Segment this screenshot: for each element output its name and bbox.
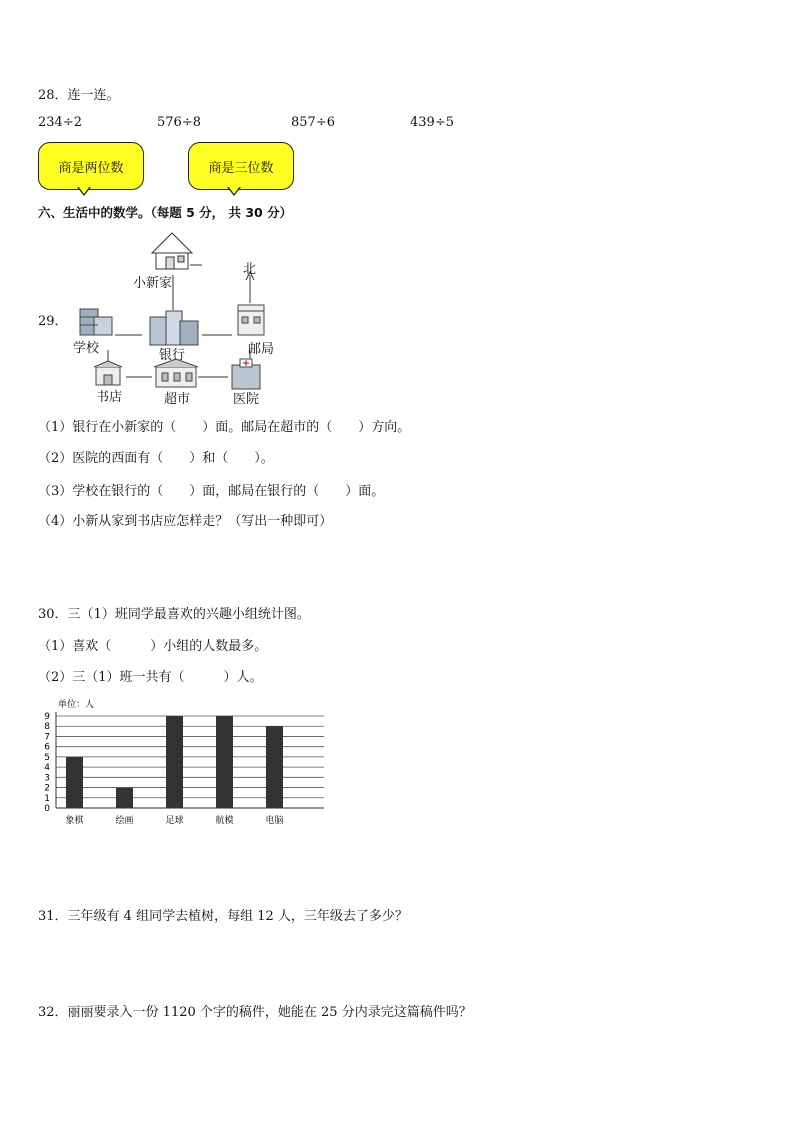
q28-expression-2: 576÷8 (157, 115, 201, 130)
callout-two-digit-label: 商是两位数 (58, 160, 124, 176)
bank-icon (150, 311, 198, 345)
chart-bar (216, 716, 233, 808)
section-title: 六、生活中的数学。（每题 5 分， 共 30 分） (38, 205, 293, 220)
q29-map (60, 225, 290, 405)
chart-y-tick-label: 0 (44, 804, 50, 814)
chart-y-tick-label: 8 (44, 722, 50, 733)
chart-y-tick-label: 2 (44, 783, 50, 794)
q29-item-4: （4）小新从家到书店应怎样走？（写出一种即可） (38, 514, 333, 529)
school-icon (80, 309, 112, 335)
chart-x-label: 象棋 (65, 816, 84, 826)
q29-number: 29． (38, 314, 68, 329)
q28-title: 28．连一连。 (38, 88, 120, 103)
map-label-home: 小新家 (133, 276, 173, 291)
chart-y-ticks (44, 712, 50, 814)
supermarket-icon (154, 359, 198, 387)
callout-two-digit (38, 142, 144, 190)
chart-bar (166, 716, 183, 808)
map-label-north: 北 (243, 262, 257, 277)
chart-bar (266, 726, 283, 808)
q32-text: 32．丽丽要录入一份 1120 个字的稿件，她能在 25 分内录完这篇稿件吗？ (38, 1005, 472, 1020)
chart-y-tick-label: 9 (44, 712, 50, 722)
map-label-bank: 银行 (159, 348, 186, 363)
chart-y-tick-label: 1 (44, 793, 50, 804)
q28-expression-3: 857÷6 (291, 115, 335, 130)
chart-x-label: 绘画 (115, 816, 134, 826)
map-label-post: 邮局 (248, 342, 275, 357)
q28-expression-4: 439÷5 (410, 115, 454, 130)
chart-y-tick-label: 3 (44, 773, 50, 784)
callout-tail (77, 187, 91, 196)
callout-tail (227, 187, 241, 196)
bookstore-icon (94, 361, 122, 385)
q29-item-3: （3）学校在银行的（ ）面，邮局在银行的（ ）面。 (38, 484, 385, 499)
chart-x-labels (65, 814, 283, 826)
post-office-icon (238, 305, 264, 335)
callout-three-digit-label: 商是三位数 (208, 160, 274, 176)
map-label-bookstore: 书店 (96, 390, 123, 405)
q30-item-1: （1）喜欢（ ）小组的人数最多。 (38, 639, 268, 654)
map-label-supermarket: 超市 (164, 392, 191, 407)
callout-three-digit (188, 142, 294, 190)
chart-x-label: 电脑 (265, 816, 284, 826)
chart-x-label: 足球 (165, 816, 184, 826)
q30-item-2: （2）三（1）班一共有（ ）人。 (38, 670, 263, 685)
chart-bars (66, 716, 283, 808)
chart-y-tick-label: 4 (44, 763, 50, 774)
chart-grid (56, 712, 324, 808)
q29-item-2: （2）医院的西面有（ ）和（ ）。 (38, 451, 274, 466)
chart-x-label: 航模 (215, 816, 234, 826)
hospital-icon (232, 359, 260, 389)
map-label-hospital: 医院 (233, 392, 260, 407)
bar-chart (38, 694, 330, 829)
chart-bar (116, 788, 133, 808)
chart-unit-label: 单位：人 (58, 700, 95, 710)
chart-y-tick-label: 7 (44, 732, 50, 743)
chart-y-tick-label: 5 (44, 752, 50, 763)
chart-y-tick-label: 6 (44, 742, 50, 753)
house-icon (152, 233, 202, 269)
q29-item-1: （1）银行在小新家的（ ）面。邮局在超市的（ ）方向。 (38, 420, 411, 435)
q31-text: 31．三年级有 4 组同学去植树，每组 12 人，三年级去了多少？ (38, 909, 408, 924)
chart-bar (66, 757, 83, 808)
q28-expression-1: 234÷2 (38, 115, 82, 130)
q30-title: 30．三（1）班同学最喜欢的兴趣小组统计图。 (38, 607, 310, 622)
map-label-school: 学校 (73, 341, 100, 356)
